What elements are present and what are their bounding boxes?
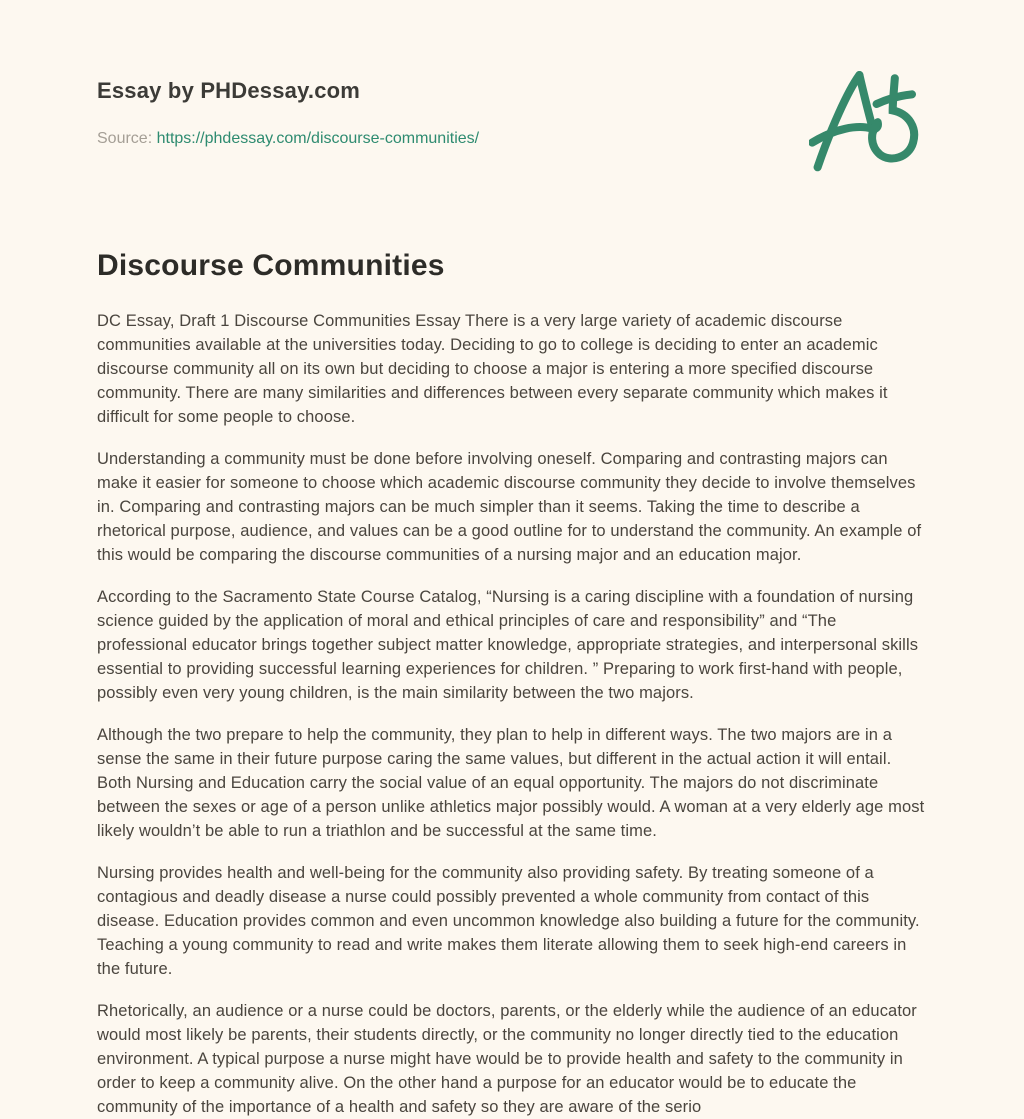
essay-paragraph: Rhetorically, an audience or a nurse could be doctors, parents, or the elderly while the audience of an educator would most likely be parents, their students directly, or the community no longer directly tied to the education environment. A typical purpose a nurse might have would be to provide health and safety to the community in order to keep a community alive. On the other hand a purpose for an educator would be to educate the community of the importance of a health and safety so they are aware of the serio (97, 1002, 917, 1116)
a-plus-logo-icon (809, 60, 927, 178)
source-link[interactable]: https://phdessay.com/discourse-communities/ (156, 130, 480, 147)
source-label: Source: (97, 130, 153, 147)
essay-paragraph: Understanding a community must be done before involving oneself. Comparing and contrasting majors can make it easier for someone to choose which academic discourse community they decide to involve themselves in. Comparing and contrasting majors can be much simpler than it seems. Taking the time to describe a rhetorical purpose, audience, and values can be a good outline for to understand the community. An example of this would be comparing the discourse communities of a nursing major and an education major. (97, 450, 922, 564)
essay-content (97, 148, 927, 1119)
essay-title: Discourse Communities (97, 249, 445, 282)
essay-body (97, 309, 927, 1119)
essay-paragraph: Nursing provides health and well-being for the community also providing safety. By treating someone of a contagious and deadly disease a nurse could possibly prevented a whole community from contact of this disease. Education provides common and even uncommon knowledge also building a future for the community. Teaching a young community to read and write makes them literate allowing them to seek high-end careers in the future. (97, 864, 920, 978)
source-line (97, 130, 927, 148)
header-title: Essay by PHDessay.com (97, 78, 361, 103)
doc-header (97, 0, 927, 148)
essay-paragraph: Although the two prepare to help the community, they plan to help in different ways. The two majors are in a sense the same in their future purpose caring the same values, but different in the actual action it will entail. Both Nursing and Education carry the social value of an equal opportunity. The majors do not discriminate between the sexes or age of a person unlike athletics major possibly would. A woman at a very elderly age most likely wouldn’t be able to run a triathlon and be successful at the same time. (97, 726, 925, 840)
essay-paragraph: According to the Sacramento State Course Catalog, “Nursing is a caring discipline with a foundation of nursing science guided by the application of moral and ethical principles of care and responsibility” and “The professional educator brings together subject matter knowledge, appropriate strategies, and interpersonal skills essential to providing successful learning experiences for children. ” Preparing to work first-hand with people, possibly even very young children, is the main similarity between the two majors. (97, 588, 919, 702)
essay-paragraph: DC Essay, Draft 1 Discourse Communities Essay There is a very large variety of academic discourse communities available at the universities today. Deciding to go to college is deciding to enter an academic discourse community all on its own but deciding to choose a major is entering a more specified discourse community. There are many similarities and differences between every separate community which makes it difficult for some people to choose. (97, 312, 888, 426)
